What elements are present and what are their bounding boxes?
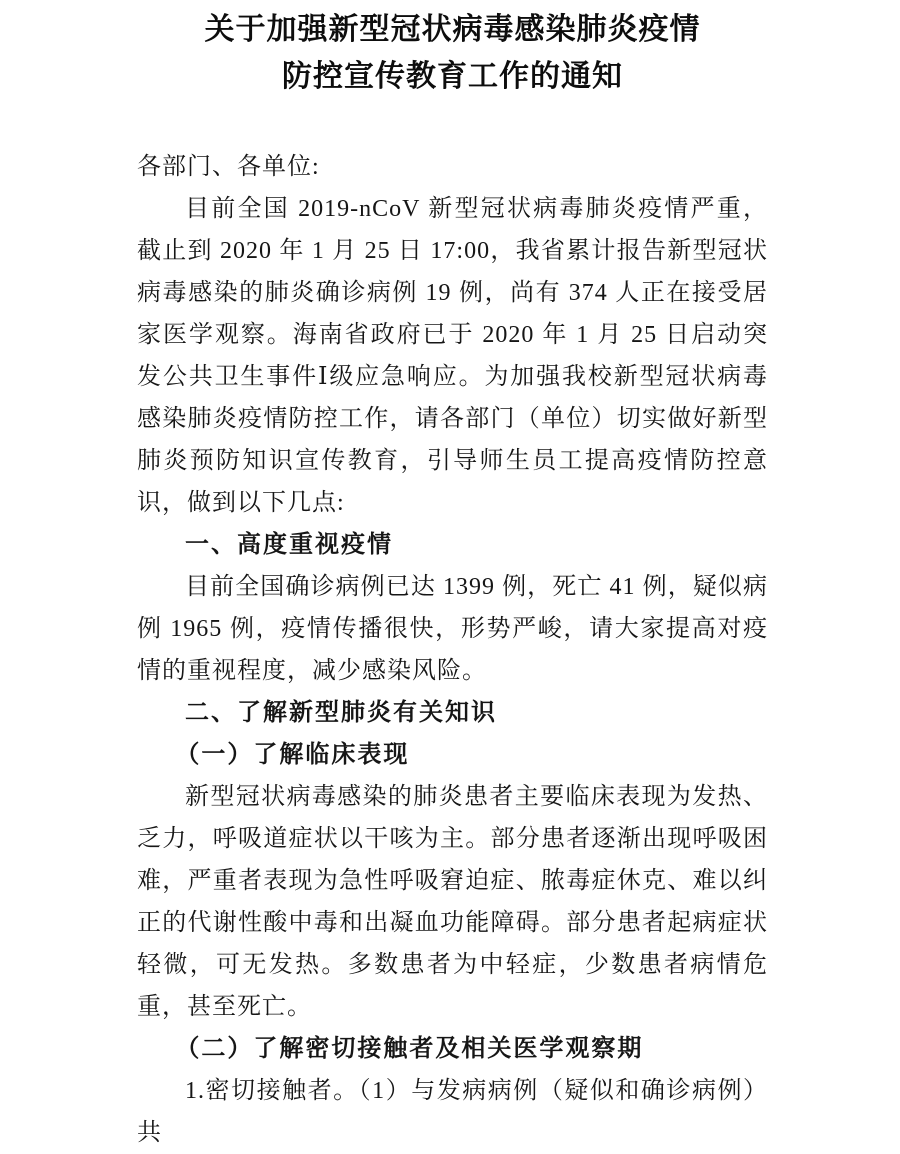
document-title-line1: 关于加强新型冠状病毒感染肺炎疫情	[204, 13, 701, 46]
section2-sub1-heading: （一）了解临床表现	[175, 741, 410, 768]
section2-sub2-heading: （二）了解密切接触者及相关医学观察期	[175, 1035, 644, 1062]
clinical-manifestation-paragraph: 新型冠状病毒感染的肺炎患者主要临床表现为发热、乏力，呼吸道症状以干咳为主。部分患者逐渐出现呼吸困难，严重者表现为急性呼吸窘迫症、脓毒症休克、难以纠正的代谢性酸中毒和出凝血功能障碍。部分患者起病症状轻微，可无发热。多数患者为中轻症，少数患者病情危重，甚至死亡。	[137, 784, 768, 1020]
document-body	[137, 146, 768, 1154]
document-title-line2: 防控宣传教育工作的通知	[282, 60, 623, 93]
section1-heading: 一、高度重视疫情	[185, 531, 393, 558]
intro-paragraph: 目前全国 2019-nCoV 新型冠状病毒肺炎疫情严重，截止到 2020 年 1 月 25 日 17:00，我省累计报告新型冠状病毒感染的肺炎确诊病例 19 例，尚有 374 人正在接受居家医学观察。海南省政府已于 2020 年 1 月 25 日启动突发公共卫生事件Ⅰ级应急响应。为加强我校新型冠状病毒感染肺炎疫情防控工作，请各部门（单位）切实做好新型肺炎预防知识宣传教育，引导师生员工提高疫情防控意识，做到以下几点:	[137, 196, 768, 516]
document-title	[137, 6, 768, 100]
close-contact-paragraph: 1.密切接触者。（1）与发病病例（疑似和确诊病例）共	[137, 1078, 768, 1146]
section2-heading: 二、了解新型肺炎有关知识	[185, 699, 497, 726]
section1-paragraph: 目前全国确诊病例已达 1399 例，死亡 41 例，疑似病例 1965 例，疫情传播很快，形势严峻，请大家提高对疫情的重视程度，减少感染风险。	[137, 574, 768, 684]
salutation: 各部门、各单位:	[137, 154, 320, 180]
